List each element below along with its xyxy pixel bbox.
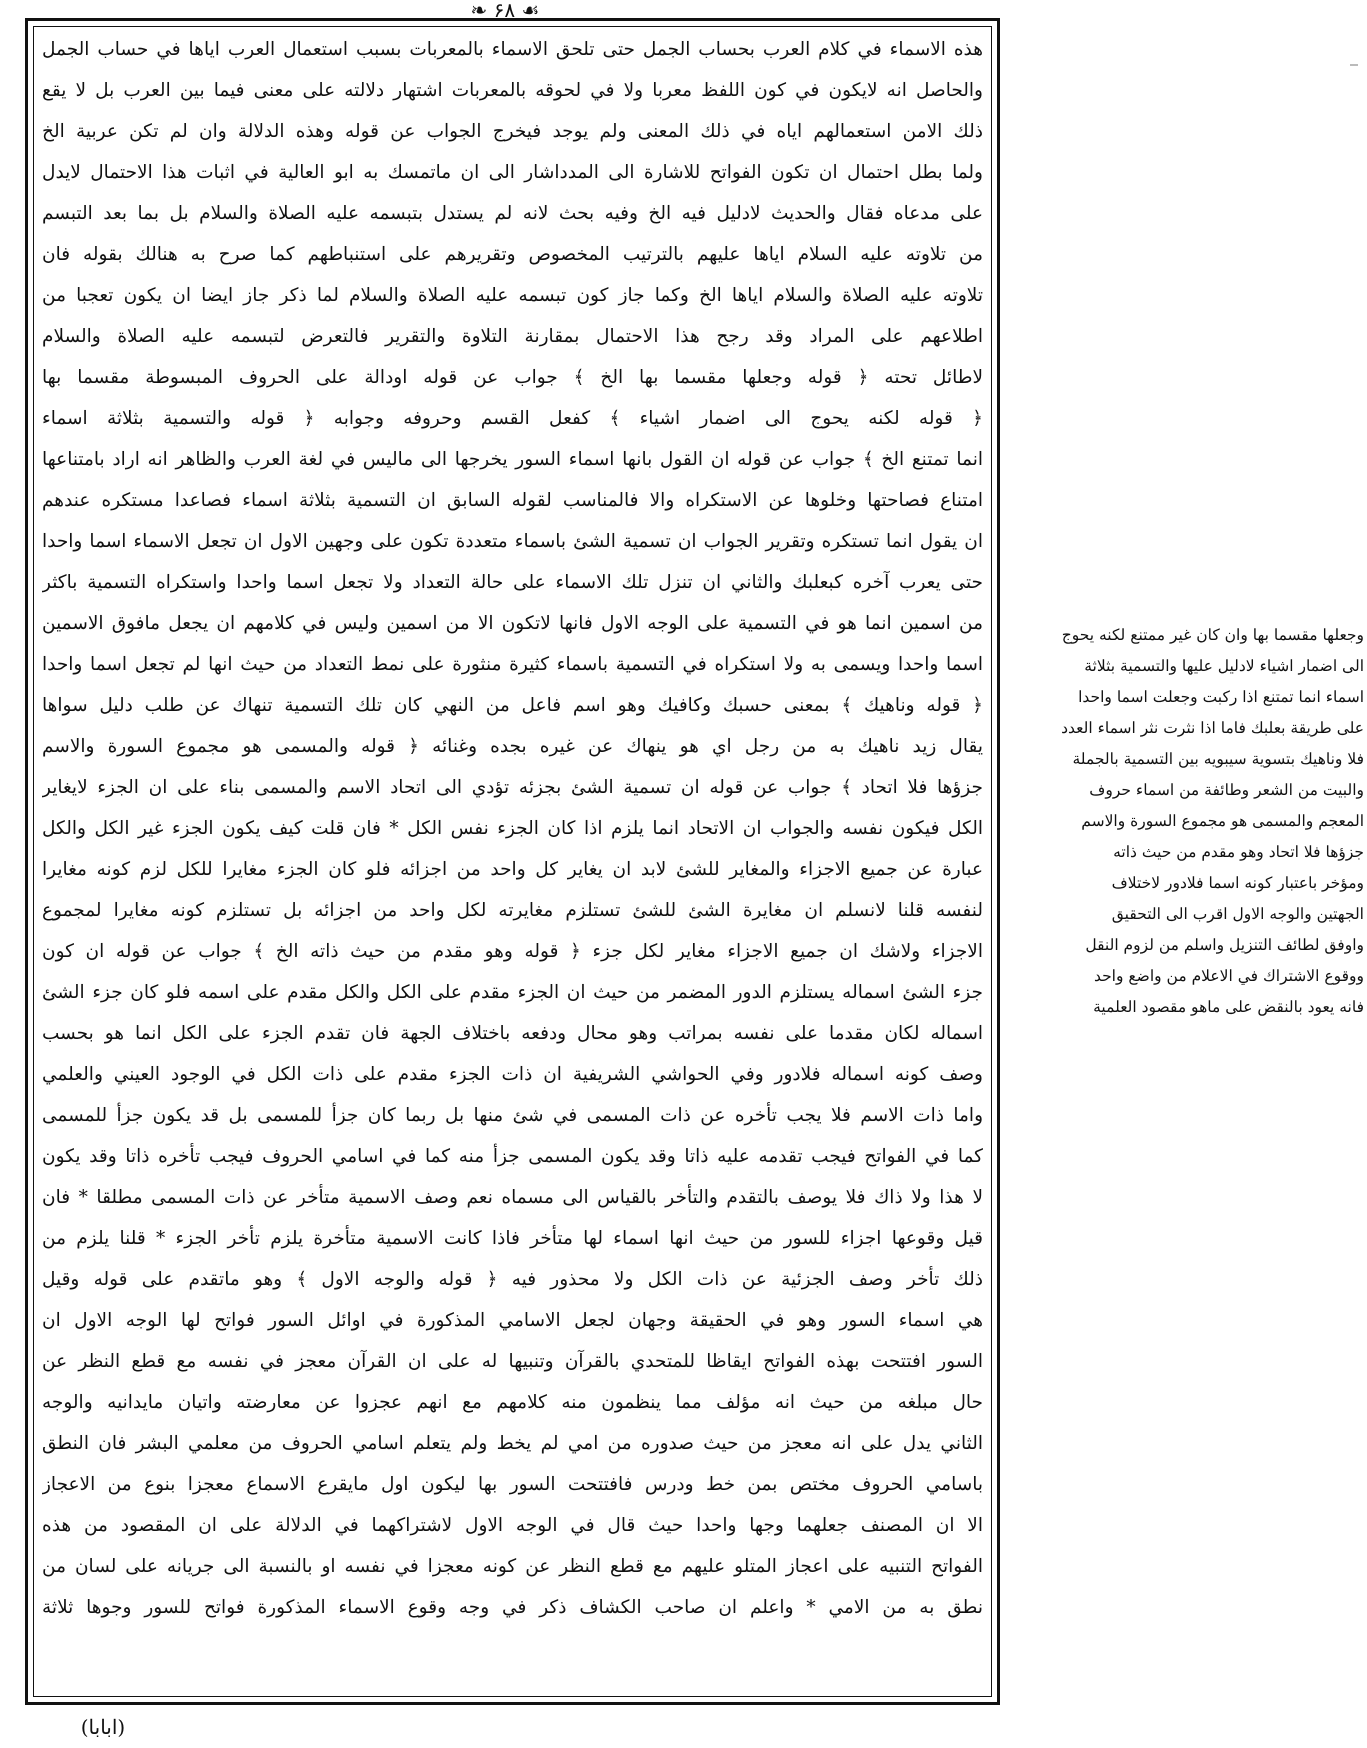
text-line: جزء الشئ اسماله يستلزم الدور المضمر من حيث ان الجزء مقدم على الكل والكل مقدم على اسمه فلو كان جزء الشئ: [42, 982, 983, 1003]
text-line: امتناع فصاحتها وخلوها عن الاستكراه والا فالمناسب لقوله السابق ان التسمية بثلاثة اسماء فصاعدا مستكره عندهم: [42, 490, 983, 511]
margin-text-line: وجعلها مقسما بها وان كان غير ممتنع لكنه يحوج: [1061, 626, 1364, 644]
text-line: نطق به من الامي * واعلم ان صاحب الكشاف ذكر في وجه وقوع الاسماء المذكورة فواتح للسور وجوها ثلاثة: [42, 1597, 983, 1618]
text-line: حال مبلغه من حيث انه مؤلف مما ينظمون منه كلامهم مع انهم عجزوا عن معارضته واتيان مايدانيه والوجه: [42, 1392, 983, 1413]
text-line: ﴿ قوله لكنه يحوج الى اضمار اشياء ﴾ كفعل القسم وحروفه وجوابه ﴿ قوله والتسمية بثلاثة اسماء: [42, 408, 983, 429]
main-text-frame: [25, 18, 1000, 1705]
text-line: باسامي الحروف مختص بمن خط ودرس فافتتحت السور بها ليكون اول مايقرع الاسماع معجزا بنوع من الاعجاز: [42, 1474, 983, 1495]
text-line: وصف كونه اسماله فلادور وفي الحواشي الشريفية ان ذات الجزء مقدم على ذات الكل في الوجود العيني والعلمي: [42, 1064, 983, 1085]
text-line: اطلاعهم على المراد وقد رجح هذا الاحتمال بمقارنة التلاوة والتقرير فالتعرض لتبسمه عليه الصلاة والسلام: [42, 326, 983, 347]
text-line: اسما واحدا ويسمى به ولا استكراه في التسمية باسماء كثيرة منثورة على نمط التعداد من حيث انها لم تجعل اسما واحدا: [42, 654, 983, 675]
text-line: ان يقول انما تستكره وتقرير الجواب ان تسمية الشئ باسماء متعددة تكون على وجهين الاول ان تجعل الاسماء اسما واحدا: [42, 531, 983, 552]
text-line: والحاصل انه لايكون في كون اللفظ معربا ولا في لحوقه بالمعربات اشتهار دلالته على معنى فيما بين العرب بل لا يقع: [42, 80, 983, 101]
text-line: على مدعاه فقال والحديث لادليل فيه الخ وفيه بحث لانه لم يستدل بتبسمه عليه الصلاة والسلام بل بما بعد التبسم: [42, 203, 983, 224]
text-line: عبارة عن جميع الاجزاء والمغاير للشئ لابد ان يغاير كل واحد من اجزائه فلو كان الجزء مغايرا للكل لزم كونه مغايرا: [42, 859, 983, 880]
text-line: واما ذات الاسم فلا يجب تأخره عن ذات المسمى في شئ منها بل ربما كان جزأ للمسمى بل قد يكون جزأ للمسمى: [42, 1105, 983, 1126]
main-commentary-text: [42, 29, 983, 1694]
margin-text-line: الى اضمار اشياء لادليل عليها والتسمية بثلاثة: [1084, 657, 1364, 675]
text-line: جزؤها فلا اتحاد ﴾ جواب عن قوله ان تسمية الشئ بجزئه تؤدي الى اتحاد الاسم والمسمى بناء على ان الجزء لايغاير: [42, 777, 983, 798]
margin-text-line: جزؤها فلا اتحاد وهو مقدم من حيث ذاته: [1113, 843, 1364, 861]
text-line: هي اسماء السور وهو في الحقيقة وجهان لجعل الاسامي المذكورة في اوائل السور فواتح لها الوجه الاول ان: [42, 1310, 983, 1331]
text-line: ذلك الامن استعمالهم اياه في ذلك المعنى ولم يوجد فيخرج الجواب عن قوله وهذه الدلالة وان لم تكن عربية الخ: [42, 121, 983, 142]
text-line: السور افتتحت بهذه الفواتح ايقاظا للمتحدي بالقرآن وتنبيها له على ان القرآن معجز في نفسه مع قطع النظر عن: [42, 1351, 983, 1372]
text-line: الا ان المصنف جعلهما وجها واحدا حيث قال في الوجه الاول لاشتراكهما في الدلالة على ان المقصود من هذه: [42, 1515, 983, 1536]
text-line: من اسمين انما هو في التسمية على الوجه الاول فانها لاتكون الا من اسمين وليس في كلامهم ان يجعل مافوق الاسمين: [42, 613, 983, 634]
margin-text-line: ووقوع الاشتراك في الاعلام من واضع واحد: [1093, 967, 1364, 985]
text-line: اسماله لكان مقدما على نفسه بمراتب وهو محال ودفعه باختلاف الجهة فان تقدم الجزء على الكل انما هو بحسب: [42, 1023, 983, 1044]
page-number: [0, 0, 1010, 20]
text-line: هذه الاسماء في كلام العرب بحساب الجمل حتى تلحق الاسماء بالمعربات بسبب استعمال العرب اياها في حساب الجمل: [42, 39, 983, 60]
margin-base-text: [1004, 620, 1364, 1023]
page-number-ornament-left: ❧: [470, 0, 494, 22]
text-line: ولما بطل احتمال ان تكون الفواتح للاشارة الى المدداشار الى ان ماتمسك به ابو العالية في اثبات هذا الاحتمال لايدل: [42, 162, 983, 183]
margin-text-line: فانه يعود بالنقض على ماهو مقصود العلمية: [1093, 998, 1364, 1016]
text-line: ﴿ قوله وناهيك ﴾ بمعنى حسبك وكافيك وهو اسم فاعل من النهي كان تلك التسمية تنهاك عن طلب دليل سواها: [42, 695, 983, 716]
text-line: يقال زيد ناهيك به من رجل اي هو ينهاك عن غيره بجده وغنائه ﴿ قوله والمسمى هو مجموع السورة والاسم: [42, 736, 983, 757]
text-line: الثاني يدل على انه معجز من حيث صدوره من امي لم يخط ولم يتعلم اسامي الحروف من معلمي البشر فان النطق: [42, 1433, 983, 1454]
catchword: (ابابا): [80, 1715, 126, 1739]
page-number-ornament-right: ☙: [515, 0, 540, 22]
margin-text-line: الجهتين والوجه الاول اقرب الى التحقيق: [1111, 905, 1364, 923]
margin-text-line: والبيت من الشعر وطائفة من اسماء حروف: [1089, 781, 1364, 799]
margin-text-line: المعجم والمسمى هو مجموع السورة والاسم: [1081, 812, 1364, 830]
page-number-value: ۶۸: [493, 0, 516, 22]
margin-text-line: على طريقة بعلبك فاما اذا نثرت نثر اسماء العدد: [1061, 719, 1364, 737]
text-line: الكل فيكون نفسه والجواب ان الاتحاد انما يلزم اذا كان الجزء نفس الكل * فان قلت كيف يكون الجزء غير الكل والكل: [42, 818, 983, 839]
text-line: حتى يعرب آخره كبعلبك والثاني ان تنزل تلك الاسماء على حالة التعداد ولا تجعل اسما واحدا واستكراه التسمية باكثر: [42, 572, 983, 593]
text-line: لا هذا ولا ذاك فلا يوصف بالتقدم والتأخر بالقياس الى مسماه نعم وصف الاسمية متأخر عن ذات المسمى مطلقا * فان: [42, 1187, 983, 1208]
text-line: لنفسه قلنا لانسلم ان مغايرة الشئ للشئ تستلزم مغايرته لكل واحد من اجزائه بل تستلزم كونه مغايرا لمجموع: [42, 900, 983, 921]
text-line: من تلاوته عليه السلام اياها عليهم بالترتيب المخصوص وتقريرهم على استنباطهم كما صرح به هنالك بقوله فان: [42, 244, 983, 265]
text-line: الاجزاء ولاشك ان جميع الاجزاء مغاير لكل جزء ﴿ قوله وهو مقدم من حيث ذاته الخ ﴾ جواب عن قوله ان كون: [42, 941, 983, 962]
margin-text-line: ومؤخر باعتبار كونه اسما فلادور لاختلاف: [1111, 874, 1364, 892]
text-line: كما في الفواتح فيجب تقدمه عليه ذاتا وقد يكون المسمى جزأ منه كما في اسامي الحروف فيجب تأخره ذاتا وقد يكون: [42, 1146, 983, 1167]
margin-text-line: اسماء انما تمتنع اذا ركبت وجعلت اسما واحدا: [1078, 688, 1364, 706]
margin-text-line: فلا وناهيك بتسوية سيبويه بين التسمية بالجملة: [1072, 750, 1364, 768]
text-line: لاطائل تحته ﴿ قوله وجعلها مقسما بها الخ ﴾ جواب عن قوله اودالة على الحروف المبسوطة مقسما بها: [42, 367, 983, 388]
corner-mark: [1350, 64, 1358, 66]
text-line: انما تمتنع الخ ﴾ جواب عن قوله ان القول بانها اسماء السور يخرجها الى ماليس في لغة العرب والظاهر انه اراد بامتناعها: [42, 449, 983, 470]
text-line: ذلك تأخر وصف الجزئية عن ذات الكل ولا محذور فيه ﴿ قوله والوجه الاول ﴾ وهو ماتقدم على قوله وقيل: [42, 1269, 983, 1290]
text-line: تلاوته عليه الصلاة والسلام اياها الخ وكما جاز كون تبسمه عليه الصلاة والسلام لما ذكر جاز ايضا ان يكون تعجبا من: [42, 285, 983, 306]
text-line: الفواتح التنبيه على اعجاز المتلو عليهم مع قطع النظر عن كونه معجزا في نفسه او بالنسبة الى جريانه على لسان من: [42, 1556, 983, 1577]
text-line: قيل وقوعها اجزاء للسور من حيث انها اسماء لها متأخر فاذا كانت الاسمية متأخرة يلزم تأخر الجزء * قلنا يلزم من: [42, 1228, 983, 1249]
margin-text-line: واوفق لطائف التنزيل واسلم من لزوم النقل: [1085, 936, 1364, 954]
